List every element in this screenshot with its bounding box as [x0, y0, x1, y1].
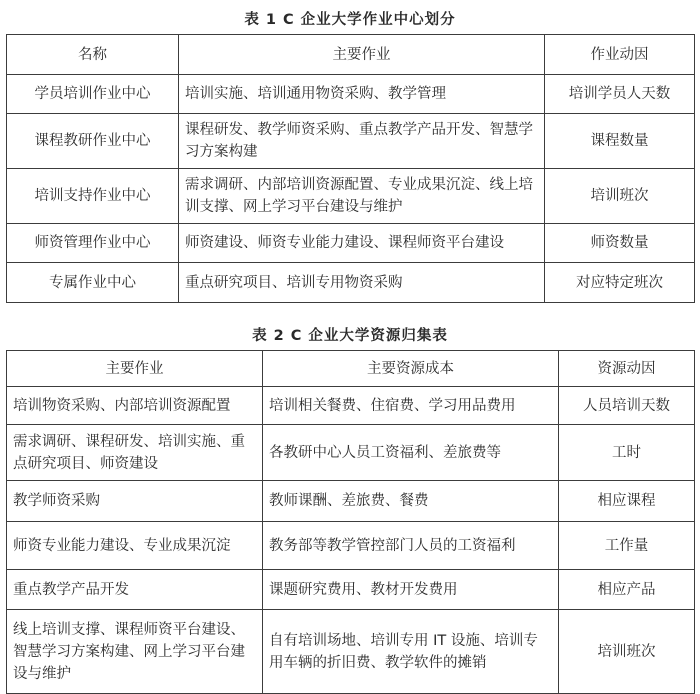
table1 — [6, 34, 695, 303]
table-row — [7, 570, 695, 610]
table1-cell: 专属作业中心 — [7, 263, 179, 303]
table1-cell: 培训班次 — [545, 169, 695, 224]
table1-cell: 师资数量 — [545, 224, 695, 263]
table1-cell: 培训支持作业中心 — [7, 169, 179, 224]
table1-header-driver: 作业动因 — [545, 35, 695, 75]
table2-cell: 相应产品 — [559, 570, 695, 610]
table1-cell: 课程教研作业中心 — [7, 114, 179, 169]
table2-cell: 人员培训天数 — [559, 387, 695, 425]
table-row — [7, 263, 695, 303]
table1-cell: 培训学员人天数 — [545, 75, 695, 114]
table1-header-row — [7, 35, 695, 75]
table-row — [7, 610, 695, 694]
table2 — [6, 350, 695, 694]
table2-cell: 培训相关餐费、住宿费、学习用品费用 — [263, 387, 559, 425]
table1-cell: 课程研发、教学师资采购、重点教学产品开发、智慧学习方案构建 — [179, 114, 545, 169]
table1-cell: 学员培训作业中心 — [7, 75, 179, 114]
table-row — [7, 522, 695, 570]
table2-caption: 表 2 C 企业大学资源归集表 — [252, 328, 448, 344]
table2-cell: 线上培训支撑、课程师资平台建设、智慧学习方案构建、网上学习平台建设与维护 — [7, 610, 263, 694]
table-row — [7, 481, 695, 522]
table2-header-row — [7, 351, 695, 387]
table2-cell: 师资专业能力建设、专业成果沉淀 — [7, 522, 263, 570]
table2-cell: 相应课程 — [559, 481, 695, 522]
table1-header-activity: 主要作业 — [179, 35, 545, 75]
table2-cell: 自有培训场地、培训专用 IT 设施、培训专用车辆的折旧费、教学软件的摊销 — [263, 610, 559, 694]
table2-cell: 教务部等教学管控部门人员的工资福利 — [263, 522, 559, 570]
table-row — [7, 425, 695, 481]
table1-cell: 培训实施、培训通用物资采购、教学管理 — [179, 75, 545, 114]
table2-cell: 教师课酬、差旅费、餐费 — [263, 481, 559, 522]
table-row — [7, 75, 695, 114]
table-row — [7, 114, 695, 169]
table2-header-cost: 主要资源成本 — [263, 351, 559, 387]
table-row — [7, 387, 695, 425]
table2-cell: 工时 — [559, 425, 695, 481]
table2-cell: 重点教学产品开发 — [7, 570, 263, 610]
table1-cell: 需求调研、内部培训资源配置、专业成果沉淀、线上培训支撑、网上学习平台建设与维护 — [179, 169, 545, 224]
table1-header-name: 名称 — [7, 35, 179, 75]
table2-cell: 课题研究费用、教材开发费用 — [263, 570, 559, 610]
table1-cell: 课程数量 — [545, 114, 695, 169]
table2-cell: 需求调研、课程研发、培训实施、重点研究项目、师资建设 — [7, 425, 263, 481]
table1-caption: 表 1 C 企业大学作业中心划分 — [244, 12, 456, 28]
table1-cell: 对应特定班次 — [545, 263, 695, 303]
table2-cell: 教学师资采购 — [7, 481, 263, 522]
table-row — [7, 224, 695, 263]
table-row — [7, 169, 695, 224]
table2-cell: 培训班次 — [559, 610, 695, 694]
table2-header-activity: 主要作业 — [7, 351, 263, 387]
table1-cell: 重点研究项目、培训专用物资采购 — [179, 263, 545, 303]
table2-cell: 培训物资采购、内部培训资源配置 — [7, 387, 263, 425]
table1-cell: 师资管理作业中心 — [7, 224, 179, 263]
table2-header-driver: 资源动因 — [559, 351, 695, 387]
table1-cell: 师资建设、师资专业能力建设、课程师资平台建设 — [179, 224, 545, 263]
table2-cell: 工作量 — [559, 522, 695, 570]
table2-cell: 各教研中心人员工资福利、差旅费等 — [263, 425, 559, 481]
